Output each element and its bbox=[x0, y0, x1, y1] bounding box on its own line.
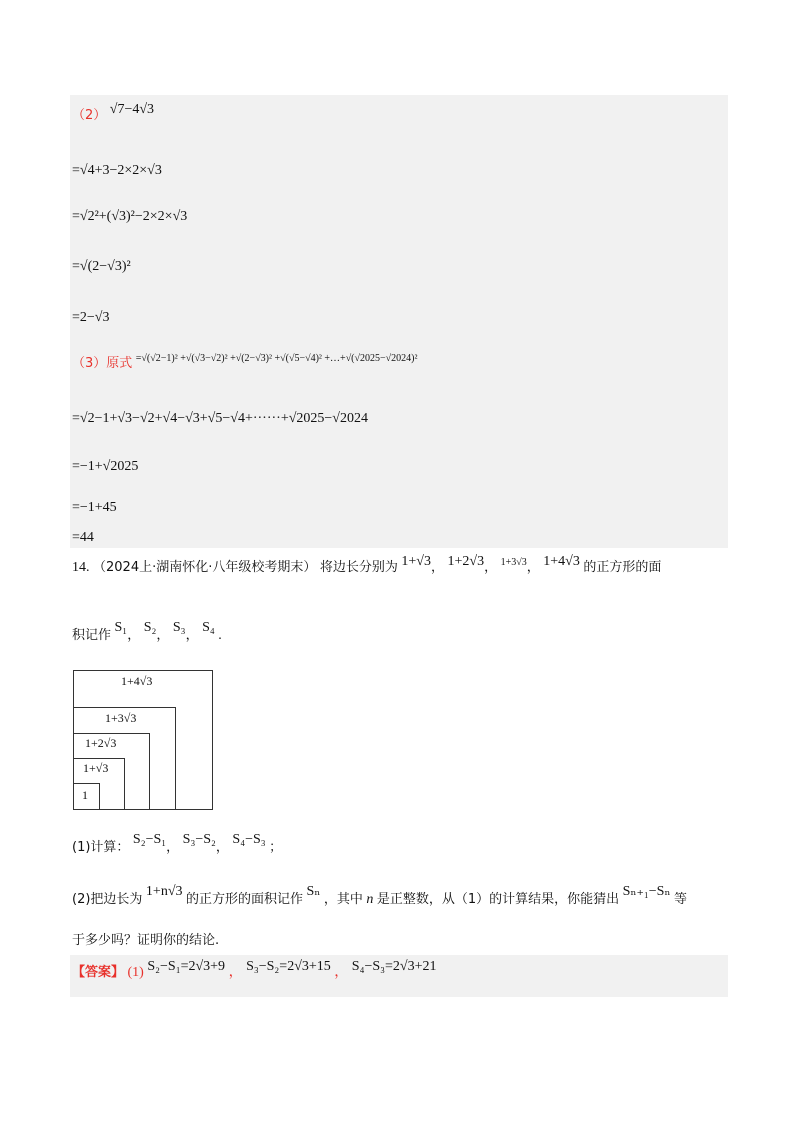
part2-label: （2） bbox=[72, 108, 107, 123]
solution-step-6: =−1+√2025 bbox=[72, 459, 139, 474]
diagram-label-4: 1+4√3 bbox=[121, 674, 153, 688]
solution-step-7: =−1+45 bbox=[72, 500, 117, 515]
side-3: 1+3√3 bbox=[500, 557, 527, 568]
diagram-label-2: 1+2√3 bbox=[85, 736, 117, 750]
diagram-label-3: 1+3√3 bbox=[105, 711, 137, 725]
side-2: 1+2√3 bbox=[447, 554, 485, 569]
sub2-text-c: ，其中 bbox=[323, 892, 363, 907]
solution-step-5: =√2−1+√3−√2+√4−√3+√5−√4+······+√2025−√2024 bbox=[72, 411, 368, 426]
part3-line bbox=[72, 354, 417, 375]
side-1: 1+√3 bbox=[401, 554, 431, 569]
area-4: S₄ bbox=[202, 620, 215, 635]
answer-label: 【答案】 bbox=[72, 965, 125, 980]
answer-part: (1) bbox=[127, 965, 144, 980]
solution-step-3: =√(2−√3)² bbox=[72, 259, 131, 274]
sub2-diff: Sₙ₊₁−Sₙ bbox=[622, 884, 671, 899]
answer-result-1: S₂−S₁=2√3+9 bbox=[147, 959, 226, 974]
question-line-2: 积记作 S₁， S₂， S₃， S₄ . bbox=[72, 620, 222, 643]
sub2-text-e: 等 bbox=[674, 892, 688, 907]
solution-step-2: =√2²+(√3)²−2×2×√3 bbox=[72, 209, 188, 224]
solution-step-4: =2−√3 bbox=[72, 310, 110, 325]
answer-sep-2: ， bbox=[334, 965, 349, 980]
nested-squares-diagram bbox=[73, 670, 213, 810]
diagram-label-0: 1 bbox=[82, 788, 88, 802]
sub1-expr-3: S₄−S₃ bbox=[232, 832, 266, 847]
subquestion-1: (1)计算： S₂−S₁， S₃−S₂， S₄−S₃ ； bbox=[72, 832, 283, 855]
part2-expression: √7−4√3 bbox=[109, 102, 155, 117]
sub2-text-d: 是正整数，从（1）的计算结果，你能猜出 bbox=[376, 892, 620, 907]
side-4: 1+4√3 bbox=[543, 554, 580, 569]
part3-expression: =√(√2−1)² +√(√3−√2)² +√(2−√3)² +√(√5−√4)² +…+√(√2025−√2024)² bbox=[135, 353, 418, 364]
answer-result-2: S₃−S₂=2√3+15 bbox=[246, 959, 331, 974]
part3-label: （3）原式 bbox=[72, 356, 133, 371]
sub2-text-a: (2)把边长为 bbox=[72, 892, 143, 907]
question-text-c: 积记作 bbox=[72, 628, 112, 643]
part2-line bbox=[72, 102, 155, 126]
question-text-a: 将边长分别为 bbox=[319, 560, 398, 575]
diagram-label-1: 1+√3 bbox=[83, 761, 109, 775]
subquestion-2 bbox=[72, 884, 688, 910]
answer-line bbox=[72, 959, 437, 983]
sub1-end: ； bbox=[269, 840, 283, 855]
solution-step-8: =44 bbox=[72, 530, 94, 545]
area-3: S₃ bbox=[172, 620, 186, 635]
question-source: （2024上·湖南怀化·八年级校考期末） bbox=[93, 560, 317, 575]
subquestion-2-cont: 于多少吗？证明你的结论. bbox=[72, 933, 220, 948]
sub1-prefix: (1)计算： bbox=[72, 840, 130, 855]
area-2: S₂ bbox=[143, 620, 157, 635]
question-line-1: 14. （2024上·湖南怀化·八年级校考期末） 将边长分别为 1+√3， 1+2√3， $^{1+3√3}$， 1+4√3 的正方形的面 bbox=[72, 554, 662, 575]
sub1-expr-2: S₃−S₂ bbox=[182, 832, 216, 847]
solution-panel bbox=[70, 95, 728, 548]
answer-sep-1: ， bbox=[228, 965, 243, 980]
sub2-text-b: 的正方形的面积记作 bbox=[186, 892, 304, 907]
solution-step-1: =√4+3−2×2×√3 bbox=[72, 163, 162, 178]
question-number: 14. bbox=[72, 560, 90, 575]
area-1: S₁ bbox=[114, 620, 128, 635]
sub2-area: Sₙ bbox=[306, 884, 321, 899]
answer-result-3: S₄−S₃=2√3+21 bbox=[351, 959, 437, 974]
sub2-side: 1+n√3 bbox=[145, 884, 183, 899]
question-period: . bbox=[218, 628, 222, 643]
sub2-n: n bbox=[366, 892, 374, 907]
question-text-b: 的正方形的面 bbox=[583, 560, 662, 575]
sub1-expr-1: S₂−S₁ bbox=[132, 832, 167, 847]
